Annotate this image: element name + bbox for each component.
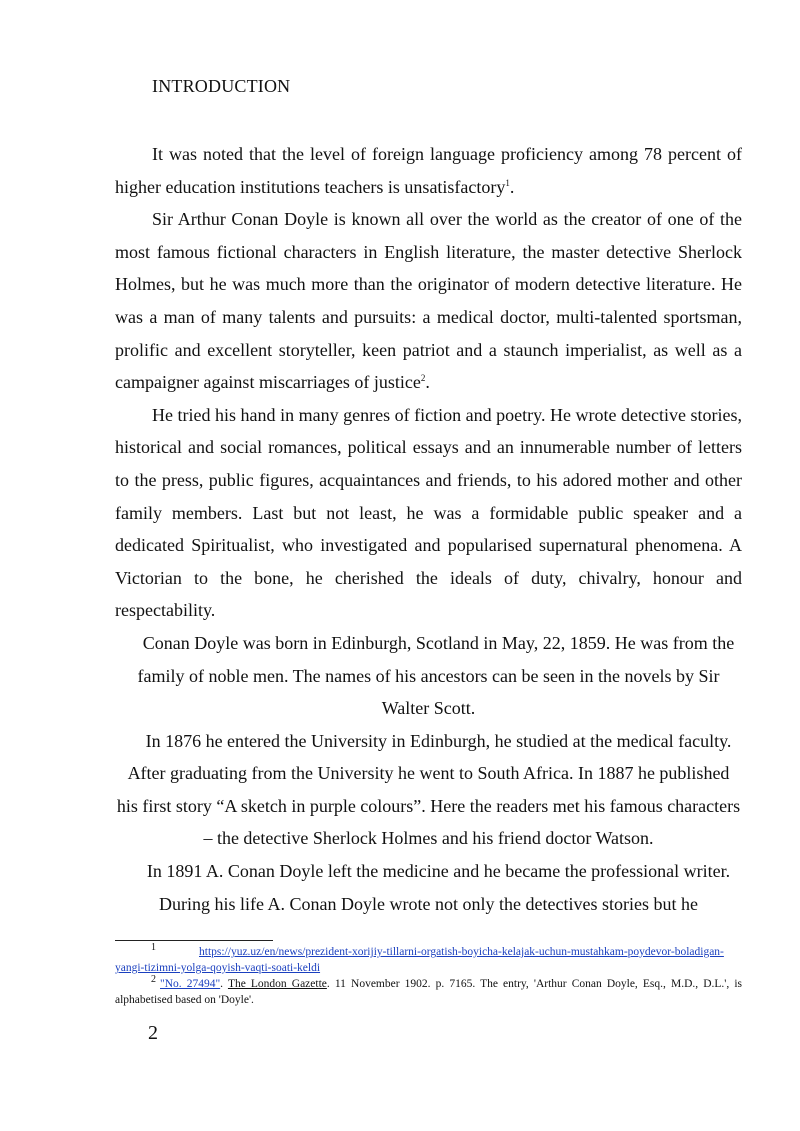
footnote-ref-2[interactable]: 2	[420, 373, 426, 384]
footnote-separator	[115, 940, 273, 941]
footnote-2-rest: . 11 November 1902. p. 7165. The entry, 'Arthur Conan Doyle, Esq., M.D., D.L.', is alphabetised based on 'Doyle'.	[115, 978, 743, 1006]
paragraph-6: In 1891 A. Conan Doyle left the medicine and he became the professional writer. During his life A. Conan Doyle wrote not only the detectives stories but he	[146, 861, 731, 914]
paragraph-2-end: .	[425, 372, 430, 393]
footnote-1-link[interactable]: https://yuz.uz/en/news/prezident-xorijiy-tillarni-orgatish-boyicha-kelajak-uchun-mustahkam-poydevor-boladigan-yangi-tizimni-yolga-qoyish-vaqti-soati-keldi	[115, 946, 724, 974]
paragraph-5: In 1876 he entered the University in Edinburgh, he studied at the medical faculty. After graduating from the University he went to South Africa. In 1887 he published his first story “A sketch in purple colours”. Here the readers met his famous characters – the detective Sherlock Holmes and his friend doctor Watson.	[116, 730, 741, 849]
section-heading: INTRODUCTION	[152, 76, 291, 96]
footnote-2-ref-link[interactable]: "No. 27494"	[160, 978, 221, 990]
paragraph-4: Conan Doyle was born in Edinburgh, Scotland in May, 22, 1859. He was from the family of noble men. The names of his ancestors can be seen in the novels by Sir Walter Scott.	[137, 632, 735, 719]
footnote-2-mark: 2	[151, 974, 156, 986]
paragraph-1-text: It was noted that the level of foreign language proficiency among 78 percent of higher education institutions teachers is unsatisfactory	[115, 144, 742, 197]
page-number: 2	[148, 1022, 158, 1044]
paragraph-2-text: Sir Arthur Conan Doyle is known all over the world as the creator of one of the most famous fictional characters in English literature, the master detective Sherlock Holmes, but he was much more than the originator of modern detective literature. He was a man of many talents and pursuits: a medical doctor, multi-talented sportsman, prolific and excellent storyteller, keen patriot and a staunch imperialist, as well as a campaigner against miscarriages of justice	[115, 209, 742, 393]
footnote-1: 1 https://yuz.uz/en/news/prezident-xorijiy-tillarni-orgatish-boyicha-kelajak-uchun-mustahkam-poydevor-boladigan-yangi-tizimni-yolga-qoyish-vaqti-soati-keldi	[115, 942, 724, 974]
paragraph-1-end: .	[509, 176, 515, 197]
footnote-2	[115, 976, 742, 1008]
body-text	[115, 138, 742, 920]
paragraph-1	[115, 138, 742, 203]
footnotes	[115, 944, 742, 1008]
paragraph-2	[115, 203, 742, 399]
footnote-ref-1[interactable]: 1	[505, 177, 510, 188]
footnote-2-sep: .	[220, 978, 228, 990]
paragraph-3: He tried his hand in many genres of fiction and poetry. He wrote detective stories, historical and social romances, political essays and an innumerable number of letters to the press, public figures, acquaintances and friends, to his adored mother and other family members. Last but not least, he was a formidable public speaker and a dedicated Spiritualist, who investigated and popularised supernatural phenomena. A Victorian to the bone, he cherished the ideals of duty, chivalry, honour and respectability.	[115, 404, 742, 621]
footnote-2-source-link[interactable]: The London Gazette	[227, 978, 327, 990]
